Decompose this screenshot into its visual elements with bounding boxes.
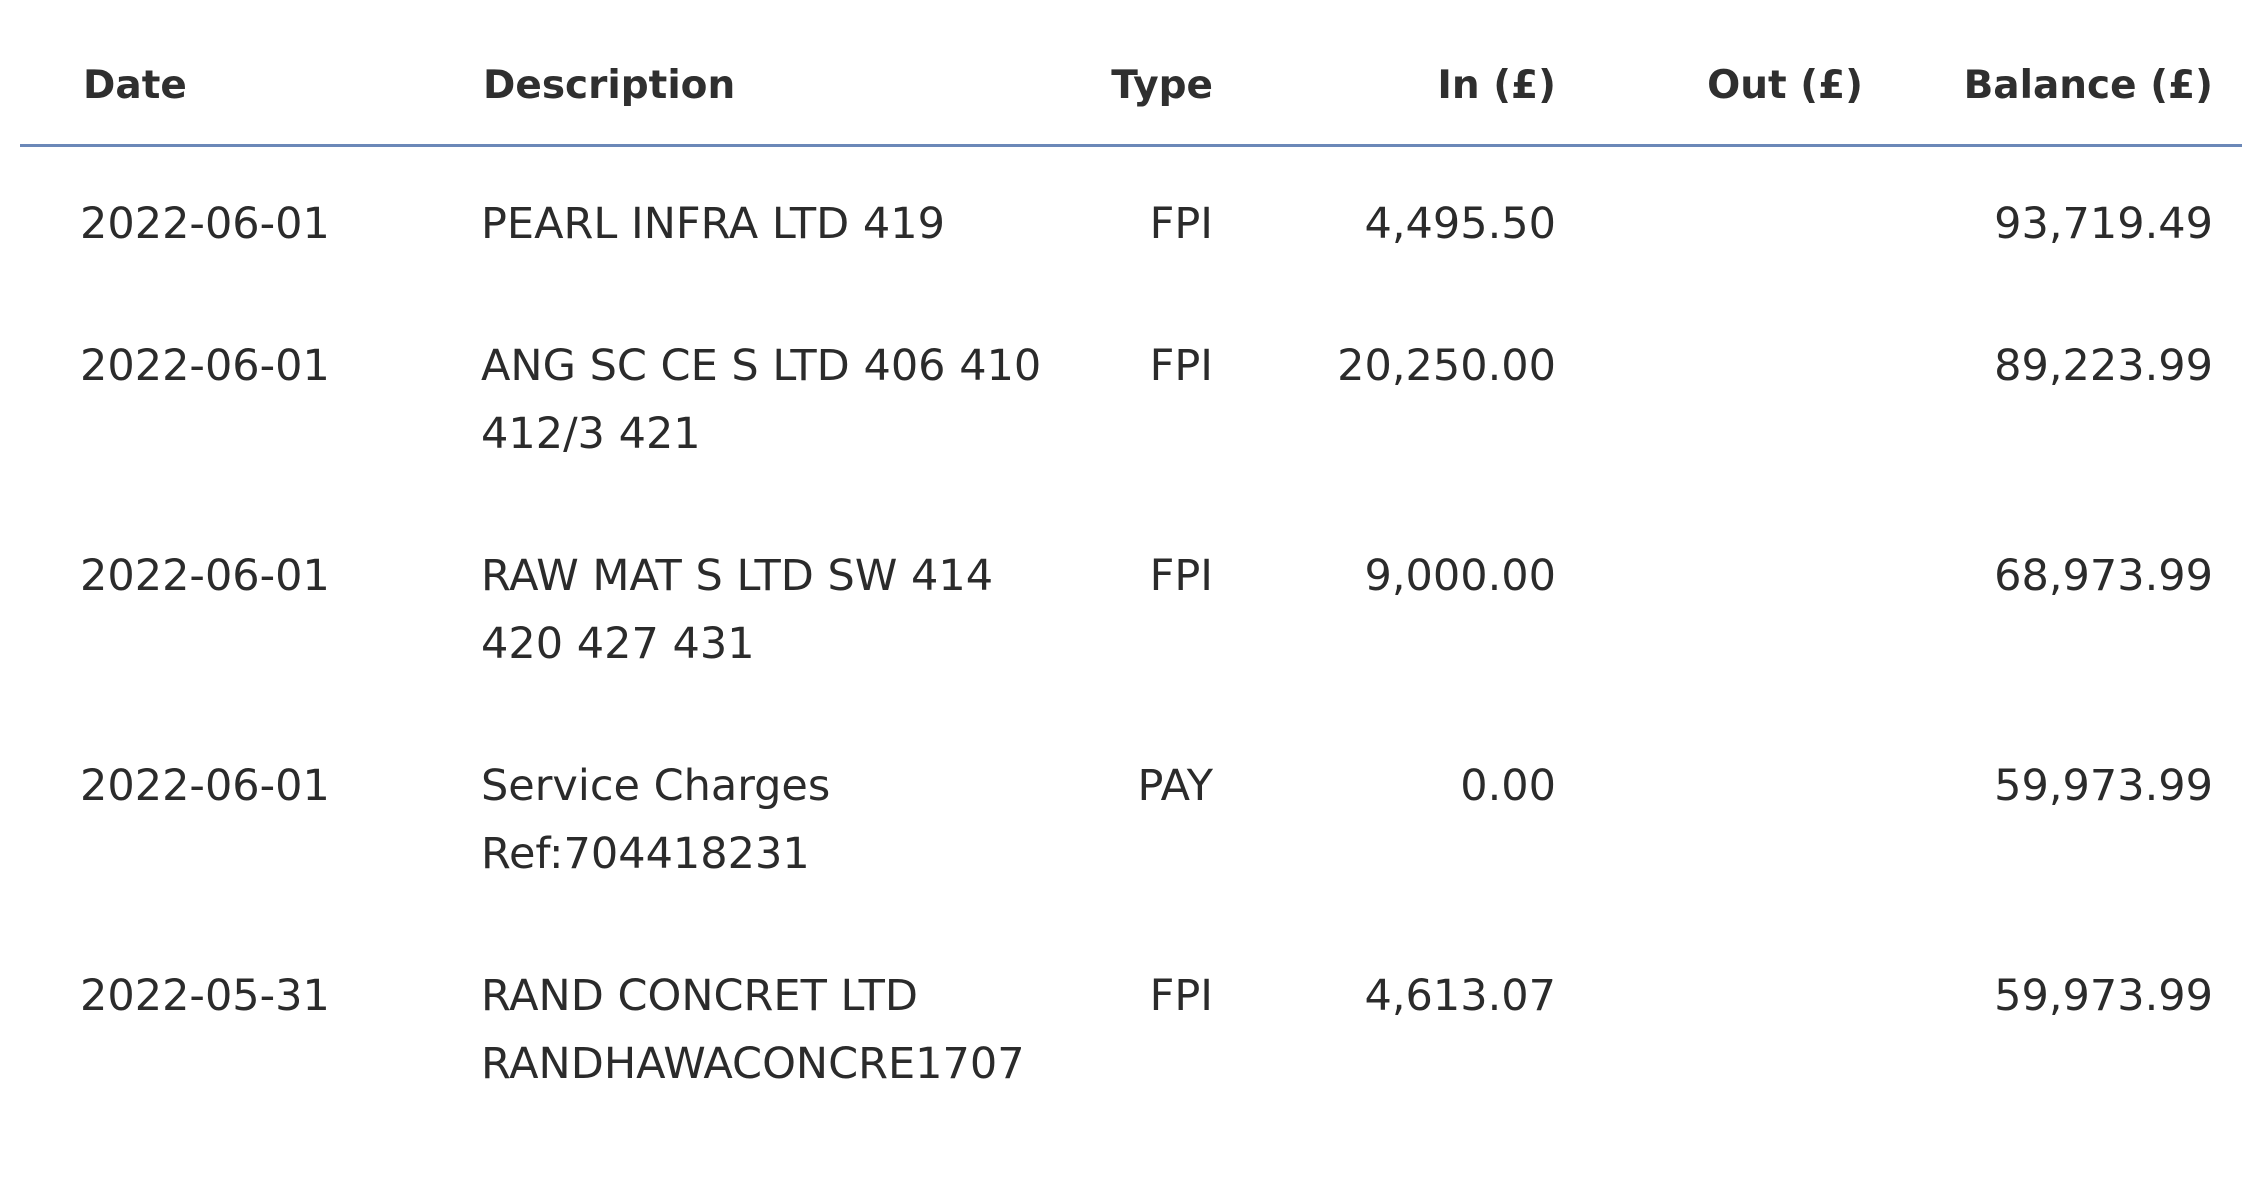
row-description-line1: Service Charges: [481, 761, 831, 811]
header-balance: Balance (£): [1963, 63, 2213, 108]
row-in: 4,613.07: [1364, 971, 1556, 1021]
row-in: 4,495.50: [1364, 199, 1556, 249]
row-date: 2022-05-31: [80, 971, 330, 1021]
row-balance: 59,973.99: [1994, 971, 2213, 1021]
row-description-line2: 420 427 431: [481, 619, 755, 669]
row-type: FPI: [1149, 199, 1213, 249]
row-description: [481, 332, 1081, 468]
row-type: FPI: [1149, 971, 1213, 1021]
row-description: [481, 190, 1081, 258]
row-type: FPI: [1149, 551, 1213, 601]
row-date: 2022-06-01: [80, 199, 330, 249]
header-date: Date: [83, 63, 187, 108]
header-out: Out (£): [1707, 63, 1863, 108]
row-type: PAY: [1137, 761, 1213, 811]
row-date: 2022-06-01: [80, 551, 330, 601]
row-date: 2022-06-01: [80, 761, 330, 811]
row-description: [481, 542, 1081, 678]
row-in: 0.00: [1460, 761, 1556, 811]
row-balance: 89,223.99: [1994, 341, 2213, 391]
row-description: [481, 752, 1081, 888]
header-divider: [20, 144, 2242, 147]
row-description-line2: Ref:704418231: [481, 829, 810, 879]
row-balance: 68,973.99: [1994, 551, 2213, 601]
row-date: 2022-06-01: [80, 341, 330, 391]
row-in: 20,250.00: [1337, 341, 1556, 391]
row-description: [481, 962, 1081, 1098]
row-in: 9,000.00: [1364, 551, 1556, 601]
header-type: Type: [1111, 63, 1213, 108]
row-description-line1: RAW MAT S LTD SW 414: [481, 551, 994, 601]
row-description-line2: 412/3 421: [481, 409, 701, 459]
row-balance: 93,719.49: [1994, 199, 2213, 249]
table-header: [0, 0, 2258, 146]
header-in: In (£): [1437, 63, 1556, 108]
row-type: FPI: [1149, 341, 1213, 391]
row-description-line1: RAND CONCRET LTD: [481, 971, 918, 1021]
header-description: Description: [483, 63, 736, 108]
row-description-line1: PEARL INFRA LTD 419: [481, 199, 945, 249]
row-description-line1: ANG SC CE S LTD 406 410: [481, 341, 1042, 391]
row-description-line2: RANDHAWACONCRE1707: [481, 1039, 1025, 1089]
row-balance: 59,973.99: [1994, 761, 2213, 811]
